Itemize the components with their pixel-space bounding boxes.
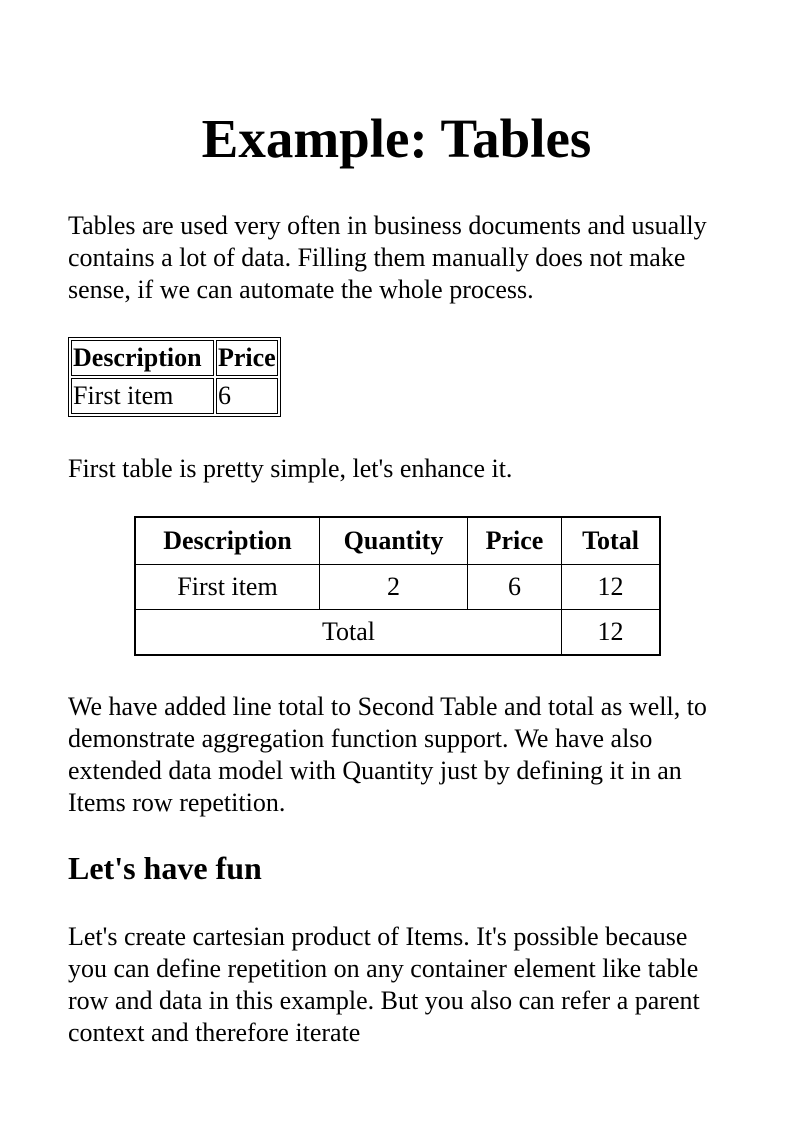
first-table	[68, 337, 281, 417]
closing-paragraph: Let's create cartesian product of Items. It's possible because you can define repetition on any container element like table row and data in this example. But you also can refer a parent context and therefore iterate	[68, 922, 700, 1047]
first-table-caption: First table is pretty simple, let's enhance it.	[68, 454, 513, 483]
section-heading: Let's have fun	[68, 850, 262, 886]
cell-description: First item	[71, 378, 214, 414]
cell-price: 6	[216, 378, 278, 414]
table-row	[135, 565, 660, 610]
header-description: Description	[135, 517, 320, 565]
cell-quantity: 2	[320, 565, 468, 610]
header-description: Description	[71, 340, 214, 376]
total-label: Total	[135, 610, 562, 656]
total-value: 12	[562, 610, 661, 656]
table-total-row	[135, 610, 660, 656]
table-row	[71, 378, 278, 414]
header-price: Price	[216, 340, 278, 376]
cell-description: First item	[135, 565, 320, 610]
table-header-row	[135, 517, 660, 565]
cell-price: 6	[468, 565, 562, 610]
header-total: Total	[562, 517, 661, 565]
table-header-row	[71, 340, 278, 376]
second-table	[134, 516, 661, 656]
cell-total: 12	[562, 565, 661, 610]
page-title: Example: Tables	[201, 108, 592, 169]
header-price: Price	[468, 517, 562, 565]
intro-paragraph: Tables are used very often in business documents and usually contains a lot of data. Filling them manually does not make sense, if we can automate the whole process.	[68, 211, 707, 304]
header-quantity: Quantity	[320, 517, 468, 565]
second-table-caption: We have added line total to Second Table and total as well, to demonstrate aggregation function support. We have also extended data model with Quantity just by defining it in an Items row repetition.	[68, 692, 707, 817]
